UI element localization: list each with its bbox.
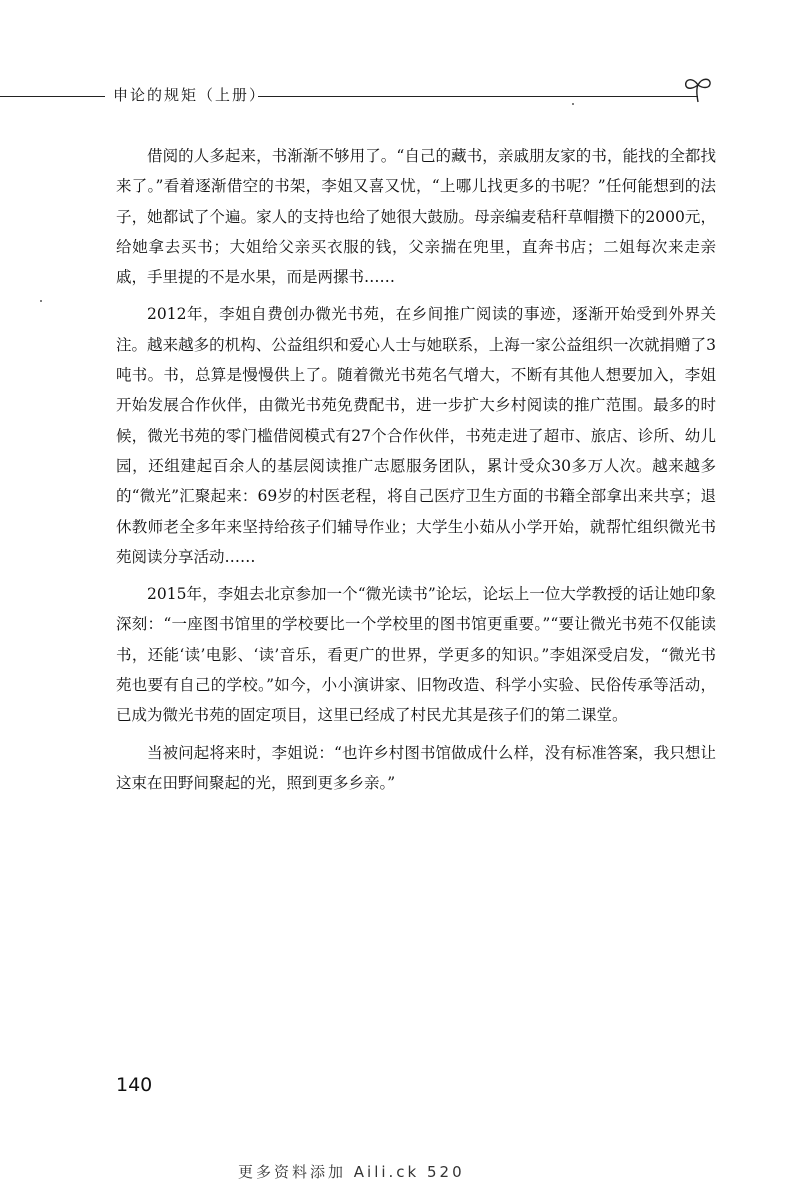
header-rule-right [258, 96, 698, 97]
paragraph-1: 借阅的人多起来，书渐渐不够用了。“自己的藏书，亲戚朋友家的书，能找的全都找来了。”看着逐渐借空的书架，李姐又喜又忧，“上哪儿找更多的书呢？”任何能想到的法子，她都试了个遍。家人的支持也给了她很大鼓励。母亲编麦秸秆草帽攒下的2000元，给她拿去买书；大姐给父亲买衣服的钱，父亲揣在兜里，直奔书店；二姐每次来走亲戚，手里提的不是水果，而是两摞书…… [116, 147, 716, 287]
paragraph-3: 2015年，李姐去北京参加一个“微光读书”论坛，论坛上一位大学教授的话让她印象深刻：“一座图书馆里的学校要比一个学校里的图书馆更重要。”“要让微光书苑不仅能读书，还能‘读’电影、‘读’音乐，看更广的世界，学更多的知识。”李姐深受启发，“微光书苑也要有自己的学校。”如今，小小演讲家、旧物改造、科学小实验、民俗传承等活动，已成为微光书苑的固定项目，这里已经成了村民尤其是孩子们的第二课堂。 [116, 585, 716, 725]
paragraph-4: 当被问起将来时，李姐说：“也许乡村图书馆做成什么样，没有标准答案，我只想让这束在田野间聚起的光，照到更多乡亲。” [116, 743, 716, 792]
running-header [0, 80, 800, 110]
header-rule-left [0, 96, 105, 97]
article-body [116, 141, 716, 798]
paragraph-2: 2012年，李姐自费创办微光书苑，在乡间推广阅读的事迹，逐渐开始受到外界关注。越来越多的机构、公益组织和爱心人士与她联系，上海一家公益组织一次就捐赠了3吨书。书，总算是慢慢供上了。随着微光书苑名气增大，不断有其他人想要加入，李姐开始发展合作伙伴，由微光书苑免费配书，进一步扩大乡村阅读的推广范围。最多的时候，微光书苑的零门槛借阅模式有27个合作伙伴，书苑走进了超市、旅店、诊所、幼儿园，还组建起百余人的基层阅读推广志愿服务团队，累计受众30多万人次。越来越多的“微光”汇聚起来：69岁的村医老程，将自己医疗卫生方面的书籍全部拿出来共享；退休教师老全多年来坚持给孩子们辅导作业；大学生小茹从小学开始，就帮忙组织微光书苑阅读分享活动…… [116, 305, 716, 566]
scan-speck [40, 300, 42, 302]
scan-speck [572, 103, 574, 105]
sprout-icon [680, 74, 716, 104]
footer-cutoff-label: 更多资料添加 Aili.ck 520 [238, 1163, 465, 1181]
book-title: 申论的规矩（上册） [113, 86, 267, 104]
page-number: 140 [116, 1074, 153, 1096]
footer-cutoff-text [238, 1154, 468, 1181]
